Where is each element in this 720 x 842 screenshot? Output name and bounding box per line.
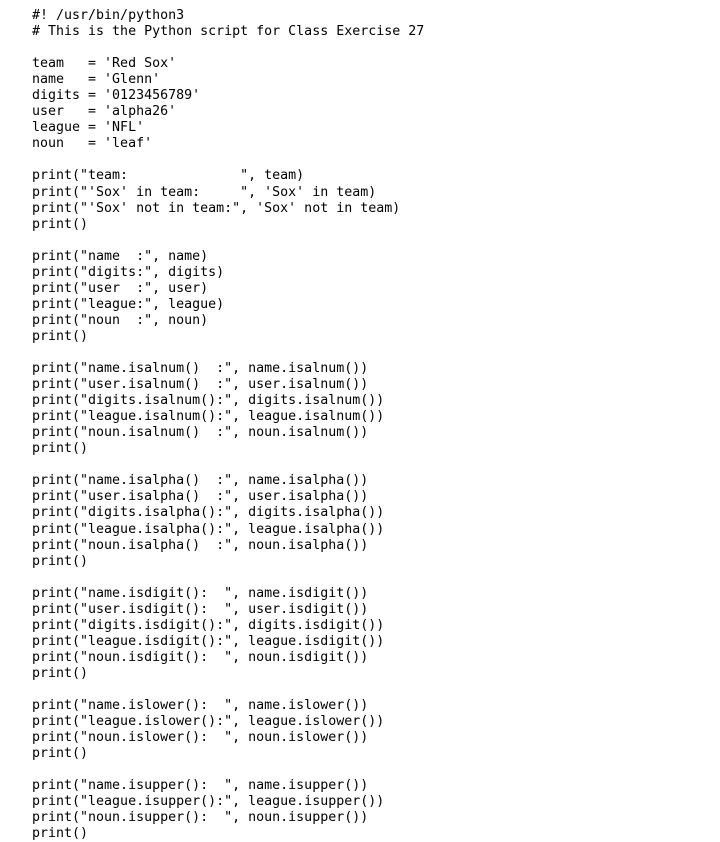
code-line: print("digits.isalpha():", digits.isalpha()): [32, 505, 385, 521]
code-line: name = 'Glenn': [32, 72, 161, 88]
code-line: print("noun :", noun): [32, 312, 209, 328]
code-line: print("league.isupper():", league.isupper()): [32, 794, 385, 810]
code-line: [32, 152, 720, 168]
code-line: team = 'Red Sox': [32, 56, 177, 72]
code-line: print(): [32, 328, 89, 344]
code-line: print("'Sox' in team: ", 'Sox' in team): [32, 184, 377, 200]
code-line: print("'Sox' not in team:", 'Sox' not in team): [32, 200, 401, 216]
code-line: [32, 40, 720, 56]
code-line: print(): [32, 746, 89, 762]
code-line: print("league.isalnum():", league.isalnum()): [32, 409, 385, 425]
code-line: print("digits:", digits): [32, 264, 225, 280]
code-line: [32, 682, 720, 698]
code-line: print("league:", league): [32, 296, 225, 312]
code-line: user = 'alpha26': [32, 104, 177, 120]
code-line: digits = '0123456789': [32, 88, 201, 104]
code-line: print("user.isdigit(): ", user.isdigit()): [32, 601, 369, 617]
code-line: print("noun.isdigit(): ", noun.isdigit()): [32, 649, 369, 665]
code-line: print("noun.isupper(): ", noun.isupper()): [32, 810, 369, 826]
code-line: print("league.islower():", league.islower()): [32, 714, 385, 730]
code-line: print("league.isalpha():", league.isalpha()): [32, 521, 385, 537]
code-line: print(): [32, 665, 89, 681]
code-line: print("name.isdigit(): ", name.isdigit()): [32, 585, 369, 601]
code-line: print("noun.isalnum() :", noun.isalnum()): [32, 425, 369, 441]
code-line: print("name.isupper(): ", name.isupper()): [32, 778, 369, 794]
code-line: print(): [32, 826, 89, 842]
code-line: #! /usr/bin/python3: [32, 8, 185, 23]
code-line: print(): [32, 216, 89, 232]
code-line: [32, 233, 720, 249]
code-line: print("name.isalnum() :", name.isalnum()): [32, 361, 369, 377]
code-line: print("name :", name): [32, 248, 209, 264]
code-line: print("name.isalpha() :", name.isalpha()): [32, 473, 369, 489]
code-line: league = 'NFL': [32, 120, 145, 136]
code-line: print("team: ", team): [32, 168, 305, 184]
code-line: [32, 345, 720, 361]
code-line: print(): [32, 441, 89, 457]
code-line: # This is the Python script for Class Exercise 27: [32, 24, 425, 40]
code-line: noun = 'leaf': [32, 136, 153, 152]
code-line: print("user.isalnum() :", user.isalnum()): [32, 377, 369, 393]
code-line: print("noun.islower(): ", noun.islower()): [32, 730, 369, 746]
code-line: print("noun.isalpha() :", noun.isalpha()): [32, 537, 369, 553]
code-line: print("user :", user): [32, 280, 209, 296]
code-line: [32, 457, 720, 473]
code-line: [32, 570, 720, 586]
code-line: print("digits.isalnum():", digits.isalnum()): [32, 393, 385, 409]
code-line: print("league.isdigit():", league.isdigit()): [32, 633, 385, 649]
code-line: print(): [32, 553, 89, 569]
code-line: print("user.isalpha() :", user.isalpha()): [32, 489, 369, 505]
code-line: print("name.islower(): ", name.islower()): [32, 698, 369, 714]
code-line: [32, 762, 720, 778]
code-line: print("digits.isdigit():", digits.isdigit()): [32, 617, 385, 633]
